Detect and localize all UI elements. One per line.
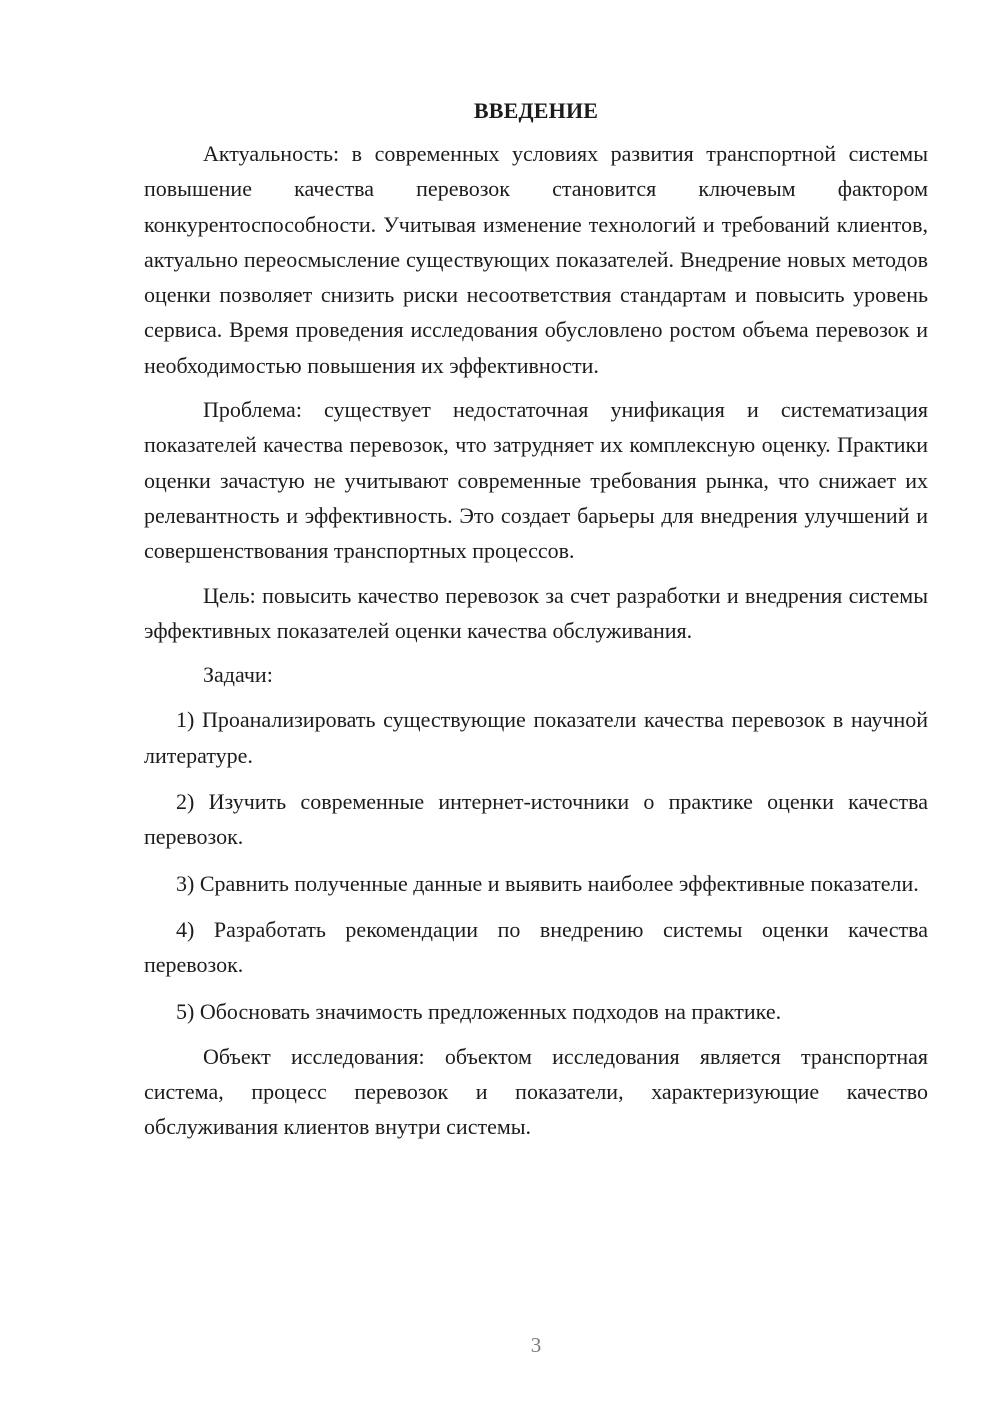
section-heading: ВВЕДЕНИЕ xyxy=(473,98,599,123)
relevance-paragraph: Актуальность: в современных условиях развития транспортной системы повышение качества перевозок становится ключевым фактором конкурентоспособности. Учитывая изменение технологий и требований клиентов, актуально переосмысление существующих показателей. Внедрение новых методов оценки позволяет снизить риски несоответствия стандартам и повысить уровень сервиса. Время проведения исследования обусловлено ростом объема перевозок и необходимостью повышения их эффективности. xyxy=(144,141,928,378)
object-paragraph: Объект исследования: объектом исследования является транспортная система, процесс перевозок и показатели, характеризующие качество обслуживания клиентов внутри системы. xyxy=(144,1043,928,1140)
page-content xyxy=(144,95,928,1145)
problem-paragraph: Проблема: существует недостаточная унификация и систематизация показателей качества перевозок, что затрудняет их комплексную оценку. Практики оценки зачастую не учитывают современные требования рынка, что снижает их релевантность и эффективность. Это создает барьеры для внедрения улучшений и совершенствования транспортных процессов. xyxy=(144,397,928,564)
tasks-list xyxy=(144,702,928,1028)
page-number: 3 xyxy=(530,1333,542,1357)
tasks-label: Задачи: xyxy=(203,662,273,688)
goal-paragraph: Цель: повысить качество перевозок за счет разработки и внедрения системы эффективных показателей оценки качества обслуживания. xyxy=(144,582,928,643)
task-item: 3) Сравнить полученные данные и выявить наиболее эффективные показатели. xyxy=(176,870,919,896)
task-item: 2) Изучить современные интернет-источники о практике оценки качества перевозок. xyxy=(144,789,928,850)
task-item: 5) Обосновать значимость предложенных подходов на практике. xyxy=(176,998,782,1024)
task-item: 1) Проанализировать существующие показатели качества перевозок в научной литературе. xyxy=(144,707,928,768)
task-item: 4) Разработать рекомендации по внедрению системы оценки качества перевозок. xyxy=(144,916,928,978)
